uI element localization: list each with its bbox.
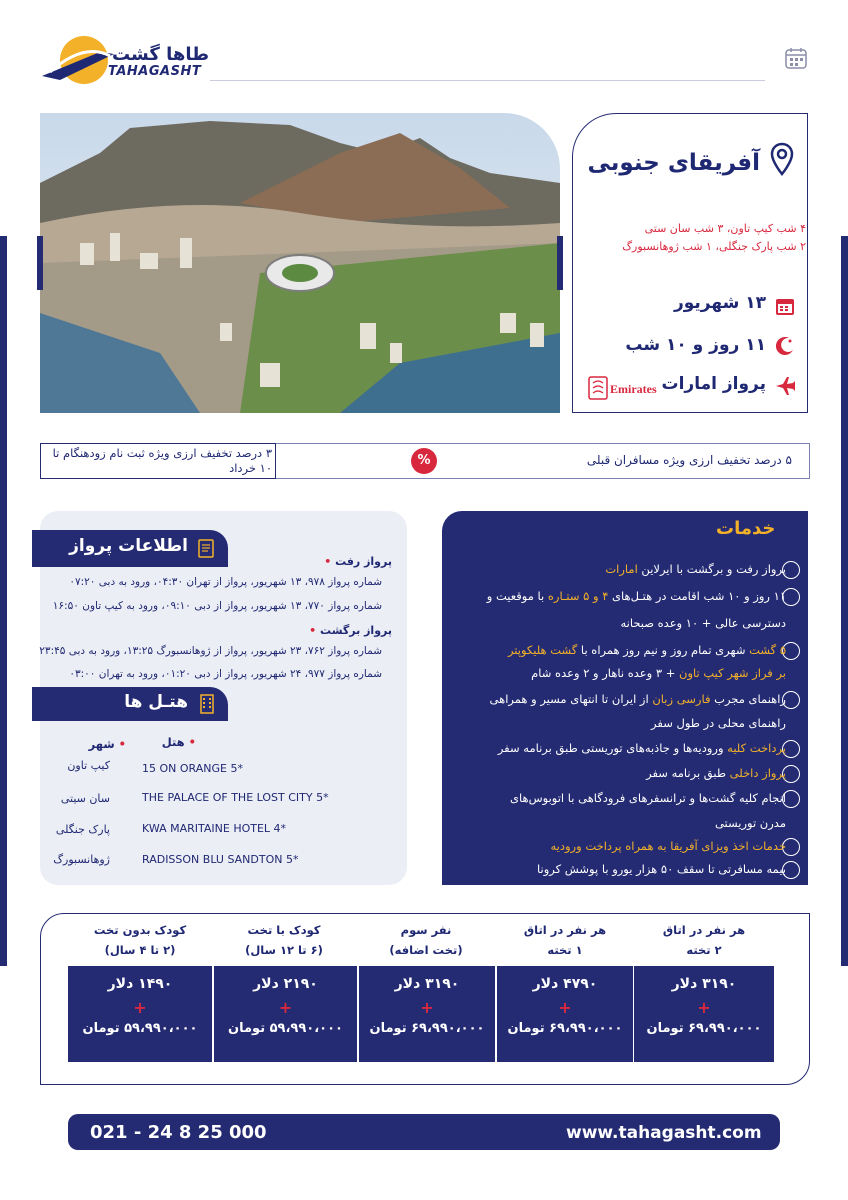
flight-info-title: اطلاعات پرواز: [69, 536, 188, 556]
service-visa: خدمات اخذ ویزای آفریقا به همراه پرداخت ورودیه: [550, 839, 786, 853]
emirates-logo-text: Emirates: [610, 382, 657, 396]
hotels-tab: [32, 687, 228, 721]
flight-airline: پرواز امارات: [661, 374, 766, 394]
services-title: خدمات: [716, 518, 776, 539]
right-edge-bar: [841, 236, 848, 966]
service-guide-cont: راهنمای محلی در طول سفر: [651, 716, 786, 730]
document-icon: [198, 539, 214, 558]
destination-title: آفریقای جنوبی: [587, 150, 760, 176]
hotel-name-4: RADISSON BLU SANDTON 5*: [142, 853, 299, 866]
price-col-child-nobed-head: کودک بدون تخت (۲ تا ۴ سال): [93, 923, 187, 957]
service-guide: راهنمای مجرب فارسی زبان از ایران تا انتهای مسیر و همراهی: [489, 692, 786, 706]
price-col-child-bed: ۲۱۹۰ دلار + ۵۹،۹۹۰،۰۰۰ تومان: [214, 966, 357, 1062]
service-flight: پرواز رفت و برگشت با ایرلاین امارات: [605, 562, 786, 576]
price-col-third: ۳۱۹۰ دلار + ۶۹،۹۹۰،۰۰۰ تومان: [359, 966, 495, 1062]
price-col-single-head: هر نفر در اتاق ۱ تخته: [523, 923, 607, 957]
hotels-col-hotel: • هتل: [161, 735, 196, 749]
calendar-icon: [784, 46, 808, 70]
price-col-single: ۴۷۹۰ دلار + ۶۹،۹۹۰،۰۰۰ تومان: [497, 966, 633, 1062]
hotel-city-4: ژوهانسبورگ: [53, 853, 110, 866]
return-flight-2: شماره پرواز ۹۷۷، ۲۴ شهریور، پرواز از دبی ۰۱:۲۰، ورود به تهران ۰۳:۰۰: [69, 668, 382, 680]
route-line-1: ۴ شب کیپ تاون، ۳ شب سان ستی: [644, 222, 806, 235]
airplane-icon: [774, 375, 796, 397]
service-hotel: ۱۱ روز و ۱۰ شب اقامت در هتـل‌های ۴ و ۵ ستـاره با موقعیت و: [486, 589, 786, 603]
left-edge-bar: [0, 236, 7, 966]
hero-marker-right: [557, 236, 563, 290]
emirates-logo: [588, 373, 668, 403]
outbound-label: پرواز رفت •: [324, 555, 392, 568]
moon-night-icon: [774, 335, 796, 357]
service-tours-cont: بر فراز شهر کیپ تاون + ۳ وعده ناهار و ۲ وعده شام: [531, 666, 786, 680]
price-col-child-nobed: ۱۴۹۰ دلار + ۵۹،۹۹۰،۰۰۰ تومان: [68, 966, 212, 1062]
discount-early-text: ۳ درصد تخفیف ارزی ویژه ثبت نام زودهنگام تا ۱۰ خرداد: [52, 446, 272, 475]
brand-name-fa: طاها گشت: [112, 44, 210, 65]
service-transfer: انجام کلیه گشت‌ها و ترانسفرهای فرودگاهی با اتوبوس‌های: [510, 791, 786, 805]
trip-duration: ۱۱ روز و ۱۰ شب: [625, 335, 766, 355]
brand-name-en: TAHAGASHT: [108, 64, 202, 79]
location-pin-icon: [770, 142, 794, 176]
hotel-name-2: THE PALACE OF THE LOST CITY 5*: [142, 791, 329, 804]
discount-returning-text: ۵ درصد تخفیف ارزی ویژه مسافران قبلی: [586, 453, 792, 467]
website-link[interactable]: www.tahagasht.com: [566, 1123, 762, 1143]
price-col-third-head: نفر سوم (تخت اضافه): [389, 923, 463, 957]
hotel-city-3: پارک جنگلی: [55, 823, 110, 836]
service-hotel-cont: دسترسی عالی + ۱۰ وعده صبحانه: [620, 616, 786, 630]
hero-marker-left: [37, 236, 43, 290]
hotels-title: هتـل ها: [124, 692, 188, 712]
service-domestic: پرواز داخلی طبق برنامه سفر: [646, 766, 786, 780]
hotel-city-2: سان سیتی: [60, 792, 110, 805]
price-col-double: ۳۱۹۰ دلار + ۶۹،۹۹۰،۰۰۰ تومان: [634, 966, 774, 1062]
hotel-city-1: کیپ تاون: [67, 759, 110, 772]
building-icon: [200, 694, 214, 714]
hero-photo-cape-town: [40, 113, 560, 413]
service-insurance: بیمه مسافرتی تا سقف ۵۰ هزار یورو با پوشش کرونا: [537, 862, 786, 876]
route-line-2: ۲ شب پارک جنگلی، ۱ شب ژوهانسبورگ: [622, 240, 806, 253]
outbound-flight-1: شماره پرواز ۹۷۸، ۱۳ شهریور، پرواز از تهران ۰۴:۳۰، ورود به دبی ۰۷:۲۰: [69, 576, 382, 588]
date-calendar-icon: [774, 295, 796, 317]
percent-badge-icon: %: [411, 448, 437, 474]
hotel-name-3: KWA MARITAINE HOTEL 4*: [142, 822, 287, 835]
return-flight-1: شماره پرواز ۷۶۲، ۲۳ شهریور، پرواز از ژوهانسبورگ ۱۳:۲۵، ورود به دبی ۲۳:۴۵: [39, 645, 382, 657]
service-tours: ۵ گشت شهری تمام روز و نیم روز همراه با گشت هلیکوپتر: [507, 643, 786, 657]
price-col-double-head: هر نفر در اتاق ۲ تخته: [662, 923, 746, 957]
service-entrance: پرداخت کلیه ورودیه‌ها و جاذبه‌های توریستی طبق برنامه سفر: [497, 741, 786, 755]
trip-date: ۱۳ شهریور: [673, 293, 766, 313]
price-col-child-bed-head: کودک با تخت (۶ تا ۱۲ سال): [245, 923, 323, 957]
return-label: پرواز برگشت •: [309, 624, 392, 637]
hotels-col-city: • شهر: [88, 737, 126, 751]
outbound-flight-2: شماره پرواز ۷۷۰، ۱۳ شهریور، پرواز از دبی ۰۹:۱۰، ورود به کیپ تاون ۱۶:۵۰: [52, 600, 382, 612]
header-divider: [210, 80, 765, 81]
hotel-name-1: 15 ON ORANGE 5*: [142, 762, 243, 775]
flight-info-tab: [32, 530, 228, 567]
service-transfer-cont: مدرن توریستی: [714, 816, 786, 830]
phone-number[interactable]: 021 - 24 8 25 000: [90, 1122, 267, 1143]
